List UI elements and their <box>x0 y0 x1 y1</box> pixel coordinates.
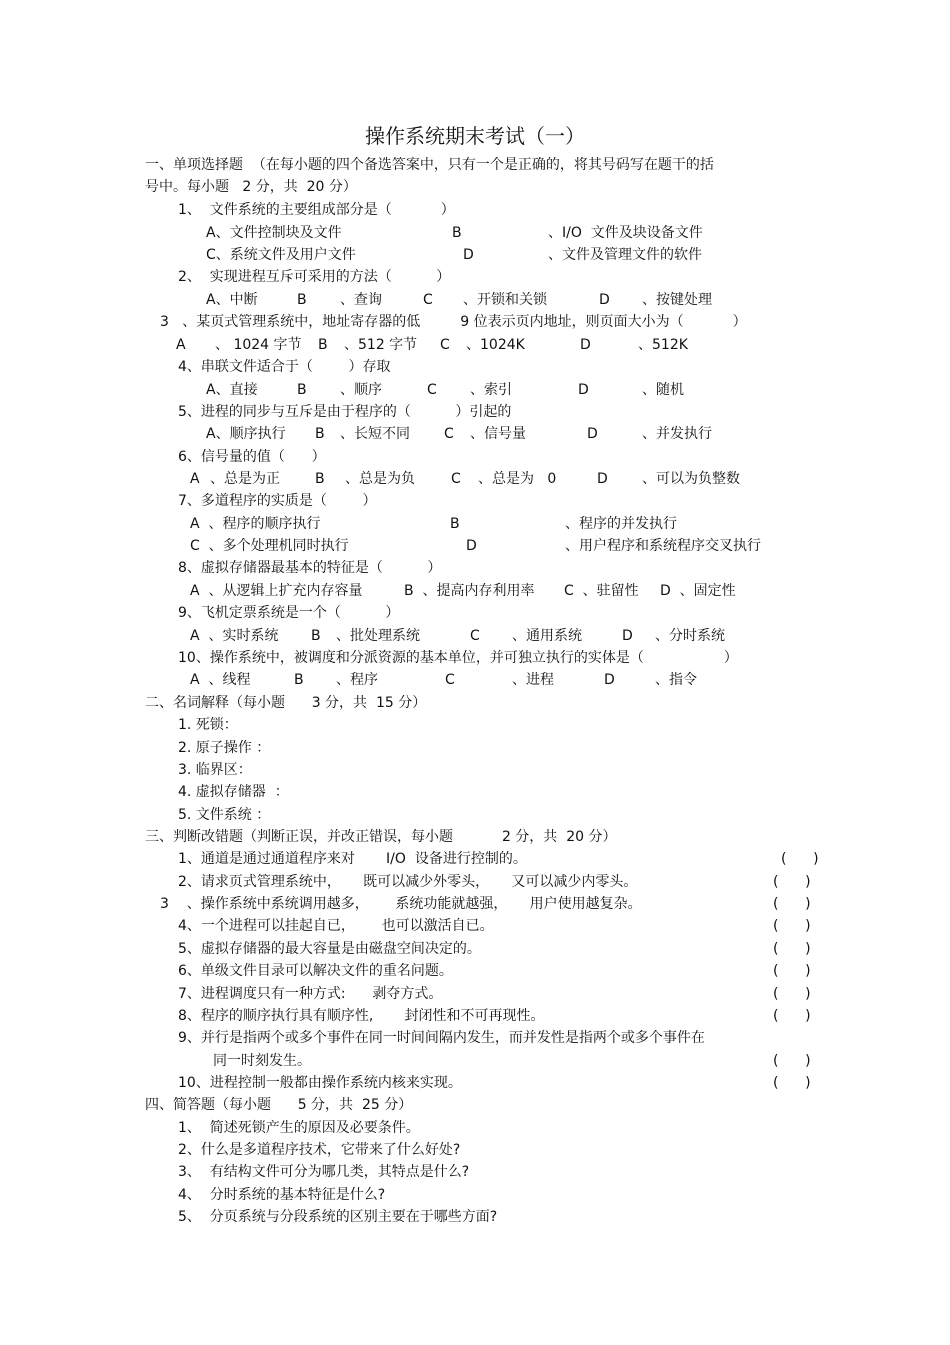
q10-option: 、指令 <box>655 672 697 688</box>
q8-option: A 、从逻辑上扩充内存容量 <box>190 583 363 599</box>
q2-stem: 2、 实现进程互斥可采用的方法（ ） <box>178 269 451 285</box>
q1-option-a: A、文件控制块及文件 <box>206 225 342 241</box>
judge-item-continuation: 同一时刻发生。 <box>213 1053 311 1069</box>
q10-option: C <box>445 672 455 688</box>
q9-option: A 、实时系统 <box>190 628 279 644</box>
term-item: 2. 原子操作 ： <box>178 740 271 756</box>
q9-option: D <box>622 628 633 644</box>
q9-option: C <box>470 628 480 644</box>
q9-option: 、分时系统 <box>655 628 725 644</box>
q6-option: A <box>190 471 200 487</box>
judge-item: 8、程序的顺序执行具有顺序性, 封闭性和不可再现性。 <box>178 1008 545 1024</box>
q6-stem: 6、信号量的值（ ） <box>178 449 326 465</box>
q3-option: B <box>318 337 328 353</box>
q7-option-b-text: 、程序的并发执行 <box>565 516 677 532</box>
answer-paren: ( ) <box>773 941 811 957</box>
q4-option: A、直接 <box>206 382 258 398</box>
section1-heading-line1: 一、单项选择题 （在每小题的四个备选答案中，只有一个是正确的，将其号码写在题干的括 <box>145 157 714 173</box>
q2-option: 、开锁和关锁 <box>463 292 547 308</box>
q1-option-b-text: 、I/O 文件及块设备文件 <box>548 225 703 241</box>
short-answer-item: 3、 有结构文件可分为哪几类，其特点是什么? <box>178 1164 470 1180</box>
judge-item: 3 、操作系统中系统调用越多， 系统功能就越强， 用户使用越复杂。 <box>160 896 642 912</box>
answer-paren: ( ) <box>773 896 811 912</box>
q5-option: D <box>587 426 598 442</box>
term-item: 3. 临界区： <box>178 762 252 778</box>
q2-option: D <box>599 292 610 308</box>
q1-option-c: C、系统文件及用户文件 <box>206 247 356 263</box>
q5-option: B <box>315 426 325 442</box>
judge-item: 10、进程控制一般都由操作系统内核来实现。 <box>178 1075 462 1091</box>
q2-option: 、查询 <box>340 292 382 308</box>
q4-option: B <box>297 382 307 398</box>
q6-option: B <box>315 471 325 487</box>
q9-option: 、批处理系统 <box>336 628 420 644</box>
q5-option: 、并发执行 <box>642 426 712 442</box>
q6-option: 、总是为 0 <box>478 471 557 487</box>
answer-paren: ( ) <box>781 851 819 867</box>
q8-option: D 、固定性 <box>660 583 736 599</box>
q5-option: C <box>444 426 454 442</box>
q10-option: 、程序 <box>336 672 378 688</box>
q10-option: D <box>604 672 615 688</box>
exam-title: 操作系统期末考试（一） <box>365 124 585 148</box>
q2-option: 、按键处理 <box>642 292 712 308</box>
q2-option: A、中断 <box>206 292 258 308</box>
q3-option: 、512 字节 <box>344 337 418 353</box>
q3-option: C <box>440 337 450 353</box>
term-item: 1. 死锁： <box>178 717 238 733</box>
short-answer-item: 1、 简述死锁产生的原因及必要条件。 <box>178 1120 420 1136</box>
short-answer-item: 5、 分页系统与分段系统的区别主要在于哪些方面? <box>178 1209 498 1225</box>
q4-option: D <box>578 382 589 398</box>
q8-option: B 、提高内存利用率 <box>404 583 535 599</box>
q4-stem: 4、串联文件适合于（ ）存取 <box>178 359 391 375</box>
q10-stem: 10、操作系统中，被调度和分派资源的基本单位，并可独立执行的实体是（ ） <box>178 650 738 666</box>
q7-option-a: A 、程序的顺序执行 <box>190 516 321 532</box>
q9-option: B <box>311 628 321 644</box>
q3-option: 、 1024 字节 <box>215 337 302 353</box>
short-answer-item: 4、 分时系统的基本特征是什么? <box>178 1187 386 1203</box>
q6-option: D <box>597 471 608 487</box>
answer-paren: ( ) <box>773 1008 811 1024</box>
q6-option: 、可以为负整数 <box>642 471 740 487</box>
q6-option: C <box>451 471 461 487</box>
judge-item: 7、进程调度只有一种方式: 剥夺方式。 <box>178 986 443 1002</box>
q4-option: C <box>427 382 437 398</box>
q4-option: 、随机 <box>642 382 684 398</box>
q10-option: B <box>294 672 304 688</box>
section3-heading: 三、判断改错题（判断正误，并改正错误，每小题 2 分，共 20 分） <box>145 829 617 845</box>
q7-option-d-text: 、用户程序和系统程序交叉执行 <box>565 538 761 554</box>
answer-paren: ( ) <box>773 874 811 890</box>
q7-option-c: C 、多个处理机同时执行 <box>190 538 349 554</box>
q3-option: A <box>176 337 186 353</box>
q10-option: A 、线程 <box>190 672 251 688</box>
short-answer-item: 2、什么是多道程序技术，它带来了什么好处? <box>178 1142 461 1158</box>
section1-heading-line2: 号中。每小题 2 分，共 20 分） <box>145 179 357 195</box>
q8-option: C 、驻留性 <box>564 583 639 599</box>
judge-item: 6、单级文件目录可以解决文件的重名问题。 <box>178 963 453 979</box>
q1-option-d-text: 、文件及管理文件的软件 <box>548 247 702 263</box>
q7-option-b-letter: B <box>450 516 460 532</box>
q9-stem: 9、飞机定票系统是一个（ ） <box>178 605 400 621</box>
q6-option: 、总是为正 <box>210 471 280 487</box>
q7-option-d-letter: D <box>466 538 477 554</box>
q3-stem: 3 、某页式管理系统中，地址寄存器的低 9 位表示页内地址，则页面大小为（ ） <box>160 314 747 330</box>
answer-paren: ( ) <box>773 1075 811 1091</box>
term-item: 4. 虚拟存储器 ： <box>178 784 289 800</box>
section4-heading: 四、简答题（每小题 5 分，共 25 分） <box>145 1097 413 1113</box>
judge-item: 5、虚拟存储器的最大容量是由磁盘空间决定的。 <box>178 941 481 957</box>
q9-option: 、通用系统 <box>512 628 582 644</box>
q3-option: 、512K <box>638 337 688 353</box>
q1-stem: 1、 文件系统的主要组成部分是（ ） <box>178 202 455 218</box>
answer-paren: ( ) <box>773 986 811 1002</box>
q6-option: 、总是为负 <box>345 471 415 487</box>
judge-item: 2、请求页式管理系统中， 既可以减少外零头， 又可以减少内零头。 <box>178 874 638 890</box>
q1-option-d-letter: D <box>463 247 474 263</box>
q2-option: C <box>423 292 433 308</box>
section2-heading: 二、名词解释（每小题 3 分，共 15 分） <box>145 695 427 711</box>
answer-paren: ( ) <box>773 918 811 934</box>
q5-option: 、信号量 <box>470 426 526 442</box>
q4-option: 、顺序 <box>340 382 382 398</box>
q3-option: D <box>580 337 591 353</box>
q5-option: A、顺序执行 <box>206 426 286 442</box>
q10-option: 、进程 <box>512 672 554 688</box>
q7-stem: 7、多道程序的实质是（ ） <box>178 493 377 509</box>
q8-stem: 8、虚拟存储器最基本的特征是（ ） <box>178 560 442 576</box>
answer-paren: ( ) <box>773 963 811 979</box>
answer-paren: ( ) <box>773 1053 811 1069</box>
q3-option: 、1024K <box>466 337 525 353</box>
q5-option: 、长短不同 <box>340 426 410 442</box>
judge-item: 1、通道是通过通道程序来对 I/O 设备进行控制的。 <box>178 851 527 867</box>
term-item: 5. 文件系统 ： <box>178 807 271 823</box>
judge-item: 4、一个进程可以挂起自已， 也可以激活自已。 <box>178 918 494 934</box>
judge-item: 9、并行是指两个或多个事件在同一时间间隔内发生，而并发性是指两个或多个事件在 <box>178 1030 705 1046</box>
q2-option: B <box>297 292 307 308</box>
q5-stem: 5、进程的同步与互斥是由于程序的（ ）引起的 <box>178 404 512 420</box>
q4-option: 、索引 <box>470 382 512 398</box>
q1-option-b-letter: B <box>452 225 462 241</box>
